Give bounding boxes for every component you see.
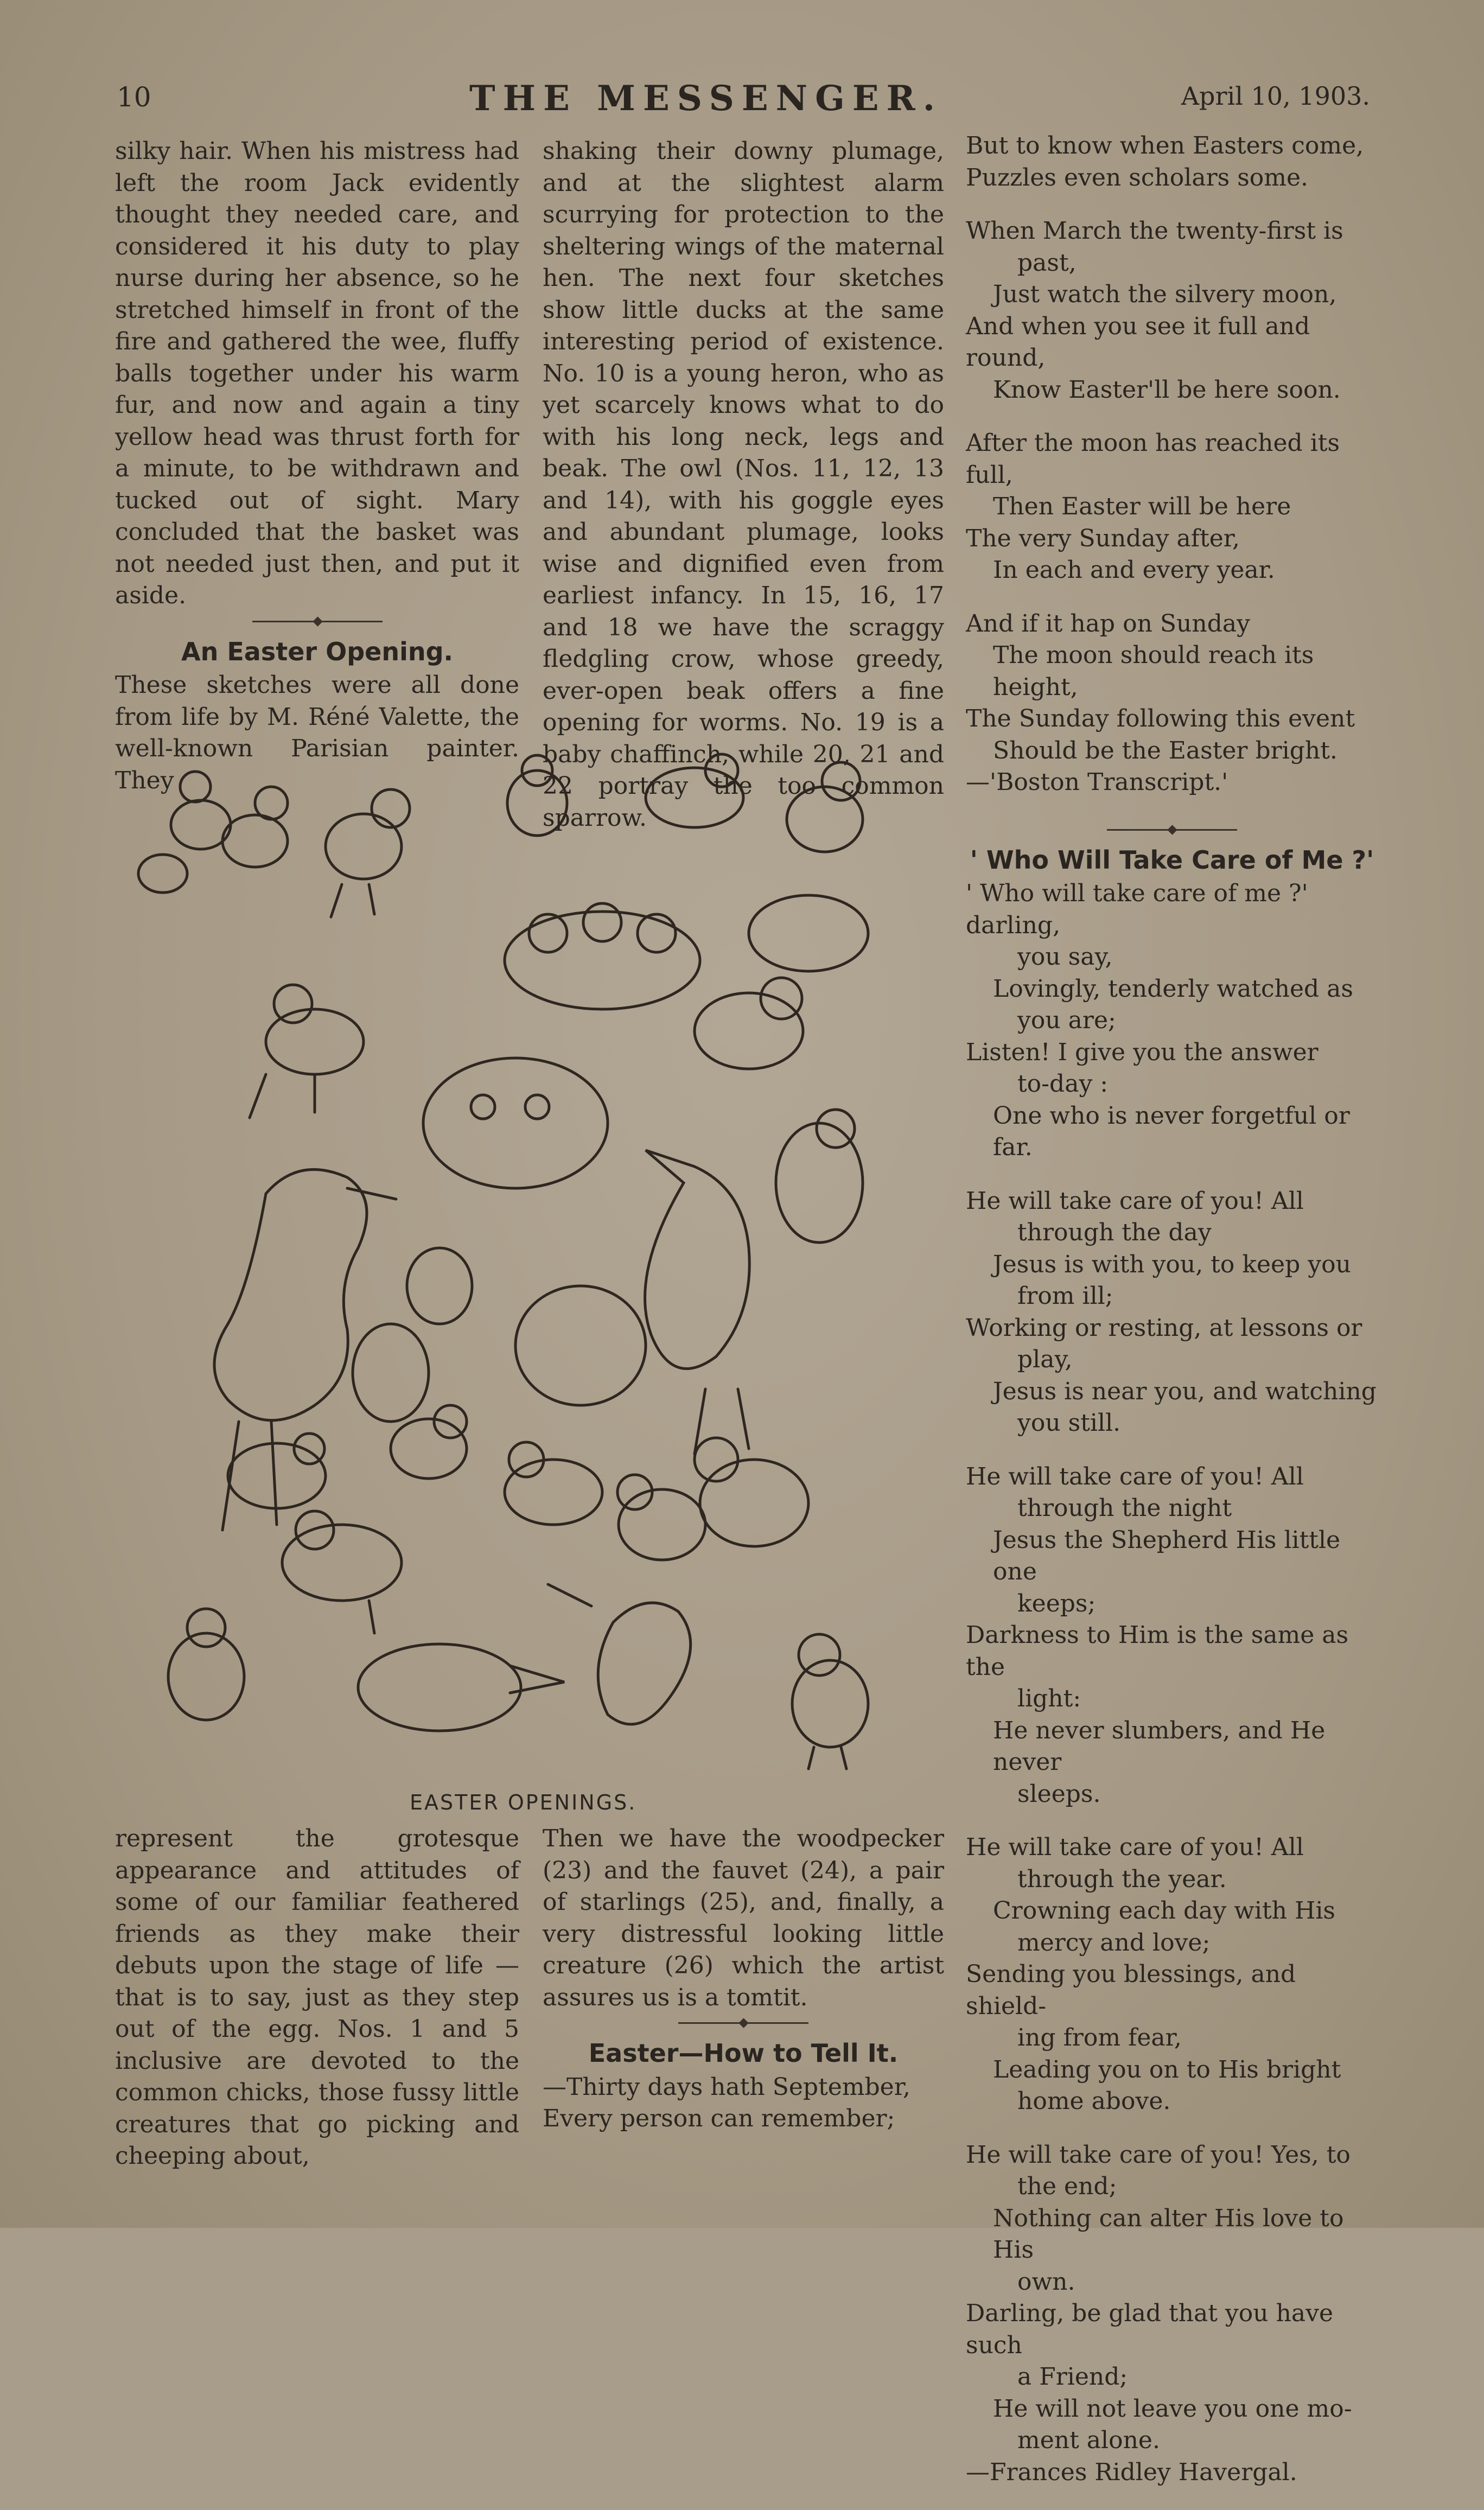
paragraph-birds: shaking their downy plumage, and at the slightest alarm scurrying for protection to the sheltering wings of the maternal hen. The next four sketches show little ducks at the same interesting period of existence. No. 10 is a young heron, who as yet scarcely knows what to do with his long neck, legs and beak. The owl (Nos. 11, 12, 13 and 14), with his goggle eyes and abundant plumage, looks wise and dignified even from earliest infancy. In 15, 16, 17 and 18 we have the scraggy fledgling crow, whose greedy, ever-open beak offers a fine opening for worms. No. 19 is a baby chaffinch, while 20, 21 and 22 portray the too common sparrow. — [543, 137, 944, 832]
heading-who-will-take-care: ' Who Will Take Care of Me ?' — [970, 845, 1374, 875]
column-5 — [543, 1823, 944, 2135]
poem-stanza — [966, 428, 1378, 587]
poem-line: The moon should reach its height, — [993, 641, 1314, 701]
poem-line: Darkness to Him is the same as the — [966, 1621, 1349, 1681]
paragraph-jack: silky hair. When his mistress had left the room Jack evidently thought they needed care, and considered it his duty to play nurse during her absence, so he stretched himself in front of the fire and gathered the wee, fluffy balls together under his warm fur, and now and again a tiny yellow head was thrust forth for a minute, to be withdrawn and tucked out of sight. Mary concluded that the basket was not needed just then, and put it aside. — [115, 137, 519, 609]
woodpecker-sketch-icon — [282, 1511, 402, 1633]
poem-line: The very Sunday after, — [966, 524, 1240, 552]
poem-stanza — [966, 130, 1378, 194]
heading-easter-opening: An Easter Opening. — [181, 636, 453, 666]
illustration-caption: EASTER OPENINGS. — [410, 1791, 637, 1814]
column-1 — [115, 136, 519, 797]
poem-line: from ill; — [1017, 1282, 1113, 1310]
poem-line: Working or resting, at lessons or — [966, 1314, 1362, 1342]
poem-line: After the moon has reached its full, — [966, 429, 1340, 489]
poem-line: —Thirty days hath September, — [543, 2073, 910, 2101]
poem-line: And when you see it full and round, — [966, 312, 1310, 372]
poem-line: Darling, be glad that you have such — [966, 2299, 1334, 2359]
poem-who-will-take-care — [966, 878, 1378, 2488]
poem-stanza — [966, 608, 1378, 799]
section-divider — [115, 612, 519, 630]
poem-line: play, — [1017, 1346, 1073, 1373]
poem-line: He will take care of you! All — [966, 1187, 1304, 1215]
chicks-group-sketch-icon — [505, 895, 868, 1009]
poem-line: The Sunday following this event — [966, 705, 1355, 732]
poem-line: Listen! I give you the answer — [966, 1038, 1319, 1066]
chick-sketch-2-icon — [326, 789, 410, 917]
column-2 — [543, 136, 944, 834]
masthead-title: THE MESSENGER. — [469, 78, 942, 119]
crow-sketch-icon — [645, 1110, 863, 1454]
heron-sketch-icon — [214, 1169, 396, 1530]
poem-line: He never slumbers, and He never — [993, 1716, 1326, 1776]
duckling-sketch-icon — [250, 978, 803, 1118]
poem-line: Puzzles even scholars some. — [966, 163, 1309, 192]
poem-line: One who is never forgetful or far. — [993, 1101, 1350, 1161]
poem-line: Jesus the Shepherd His little one — [993, 1526, 1341, 1585]
paragraph-grotesque: represent the grotesque appearance and attitudes of some of our familiar feathered friends as they make their debuts upon the stage of life —that is to say, just as they step out of the egg. Nos. 1 and 5 inclusive are devoted to the common chicks, those fussy little creatures that go picking and cheeping about, — [115, 1825, 519, 2170]
owl-sketch-icon — [353, 1058, 646, 1422]
poem-line: Jesus is near you, and watching — [993, 1377, 1377, 1405]
poem-line: through the night — [1017, 1494, 1232, 1522]
heading-easter-how-to-tell: Easter—How to Tell It. — [588, 2038, 899, 2068]
poem-line: He will take care of you! All — [966, 1462, 1304, 1490]
poem-line: you still. — [1017, 1409, 1121, 1437]
poem-line: a Friend; — [1017, 2363, 1128, 2391]
poem-line: Jesus is with you, to keep you — [993, 1250, 1351, 1278]
chick-sketch-1-icon — [138, 772, 288, 893]
section-divider — [966, 820, 1378, 839]
poem-line: own. — [1017, 2267, 1075, 2296]
poem-line: through the day — [1017, 1219, 1212, 1246]
poem-line: mercy and love; — [1017, 1928, 1211, 1957]
poem-line: Know Easter'll be here soon. — [993, 375, 1341, 404]
tomtit-sketch-icon — [168, 1609, 868, 1769]
poem-easter-timing — [966, 130, 1378, 799]
poem-line: keeps; — [1017, 1589, 1096, 1617]
illustration-easter-openings — [136, 749, 912, 1780]
poem-line: —'Boston Transcript.' — [966, 768, 1228, 796]
poem-line: Should be the Easter bright. — [993, 736, 1337, 765]
poem-line: In each and every year. — [993, 556, 1275, 584]
poem-line: Leading you on to His bright — [993, 2055, 1341, 2084]
page-header — [117, 78, 1370, 125]
poem-stanza — [966, 878, 1378, 1164]
poem-line: you are; — [1017, 1006, 1116, 1034]
poem-line: ' Who will take care of me ?' darling, — [966, 880, 1308, 939]
poem-line: Nothing can alter His love to His — [993, 2204, 1344, 2264]
poem-line: ing from fear, — [1017, 2024, 1182, 2052]
starling-sketch-icon — [358, 1584, 691, 1731]
chick-sketch-3-icon — [507, 754, 863, 852]
poem-line: He will take care of you! Yes, to — [966, 2140, 1351, 2169]
poem-stanza — [966, 2139, 1378, 2489]
poem-line: Crowning each day with His — [993, 1897, 1335, 1925]
poem-stanza — [966, 215, 1378, 406]
poem-line: When March the twenty-first is — [966, 217, 1343, 245]
poem-line: He will not leave you one mo- — [993, 2394, 1352, 2423]
poem-line: light: — [1017, 1685, 1081, 1712]
paragraph-woodpecker: Then we have the woodpecker (23) and the fauvet (24), a pair of starlings (25), and, finally, a very distressful looking little creature (26) which the artist assures us is a tomtit. — [543, 1825, 944, 2011]
poem-line: He will take care of you! All — [966, 1833, 1304, 1861]
poem-line: Just watch the silvery moon, — [993, 281, 1337, 308]
poem-line: past, — [1017, 249, 1077, 277]
poem-line: And if it hap on Sunday — [966, 609, 1250, 638]
poem-stanza — [966, 1186, 1378, 1439]
poem-line: Lovingly, tenderly watched as — [993, 974, 1353, 1003]
column-3 — [966, 130, 1378, 2510]
poem-line: you say, — [1017, 943, 1113, 971]
poem-line: the end; — [1017, 2173, 1117, 2200]
poem-line: Sending you blessings, and shield- — [966, 1960, 1296, 2020]
poem-line: to-day : — [1017, 1070, 1109, 1098]
poem-line: Every person can remember; — [543, 2105, 895, 2132]
paragraph-sketches: These sketches were all done from life by M. Réné Valette, the well-known Parisian painter. They — [115, 671, 519, 794]
poem-line: Then Easter will be here — [993, 493, 1291, 520]
column-4 — [115, 1823, 519, 2173]
poem-line: ment alone. — [1017, 2426, 1160, 2454]
poem-line: through the year. — [1017, 1865, 1227, 1893]
issue-date: April 10, 1903. — [1181, 81, 1370, 111]
poem-stanza — [966, 1832, 1378, 2118]
poem-line: But to know when Easters come, — [966, 132, 1364, 160]
poem-line: home above. — [1017, 2087, 1171, 2115]
poem-stanza — [966, 1461, 1378, 1811]
poem-line: —Frances Ridley Havergal. — [966, 2458, 1297, 2486]
poem-line: sleeps. — [1017, 1780, 1101, 1808]
sparrow-sketch-icon — [505, 1438, 808, 1560]
page-number: 10 — [117, 81, 151, 113]
section-divider — [543, 2014, 944, 2032]
